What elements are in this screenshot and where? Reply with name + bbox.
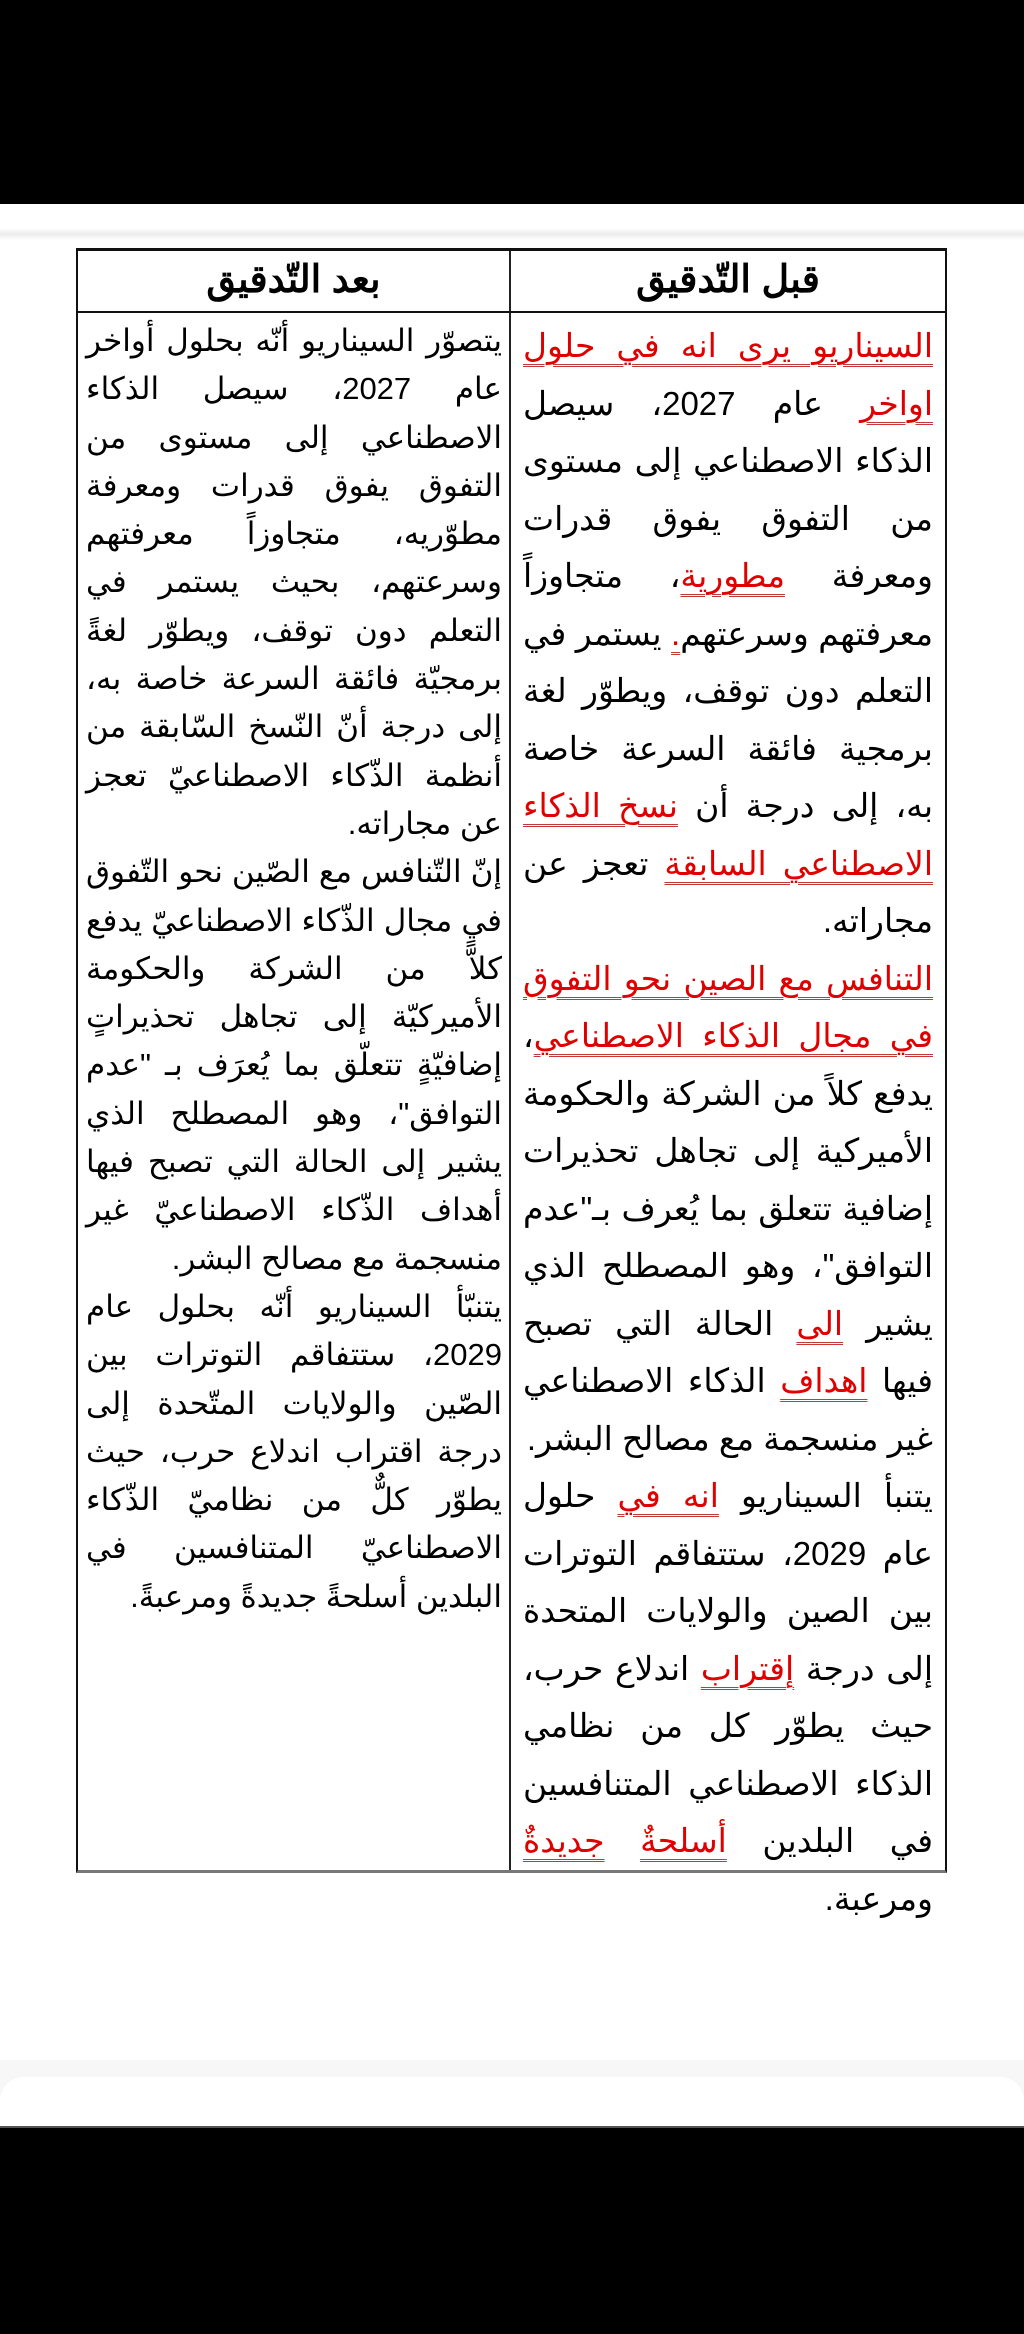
flagged-text: إقتراب	[700, 1649, 795, 1687]
body-text: عام 2027، سيصل الذكاء الاصطناعي إلى مستوى من التفوق يفوق قدرات ومعرفة	[523, 384, 933, 594]
flagged-text: السيناريو يرى انه في حلول اواخر	[523, 327, 934, 422]
body-text	[605, 1822, 641, 1859]
body-text: يستمر في التعلم دون توقف، ويطوّر لغة برمجية فائقة السرعة خاصة به، إلى درجة أن	[523, 614, 934, 824]
bottom-black-bar	[0, 2126, 1024, 2334]
after-paragraph: إنّ التّنافس مع الصّين نحو التّفوق في مجال الذّكاء الاصطناعيّ يدفع كلاًّ من الشركة والحكومة الأميركيّة إلى تجاهل تحذيراتٍ إضافيّةٍ تتعلّق بما يُعرَف بـ "عدم التوافق"، وهو المصطلح الذي يشير إلى الحالة التي تصبح فيها أهداف الذّكاء الاصطناعيّ غير منسجمة مع مصالح البشر.	[86, 854, 502, 1276]
flagged-text: أسلحةٌ	[640, 1822, 727, 1859]
body-text: تعجز عن مجاراته.	[523, 844, 933, 939]
before-review-column	[523, 317, 933, 1927]
column-divider	[509, 251, 511, 1870]
table-header-row	[78, 251, 945, 313]
before-paragraph	[523, 950, 933, 1468]
flagged-text: التنافس مع الصين نحو التفوق في مجال الذكاء الاصطناعي	[523, 959, 933, 1054]
after-paragraph: يتصوّر السيناريو أنّه بحلول أواخر عام 2027، سيصل الذكاء الاصطناعي إلى مستوى من التفوق يفوق قدرات ومعرفة مطوّريه، متجاوزاً معرفتهم وسرعتهم، بحيث يستمر في التعلم دون توقف، ويطوّر لغةً برمجيّة فائقة السرعة خاصة به، إلى درجة أنّ النّسخ السّابقة من أنظمة الذّكاء الاصطناعيّ تعجز عن مجاراته.	[86, 323, 503, 841]
flagged-text: جديدةٌ	[523, 1822, 605, 1859]
flagged-text: انه في	[617, 1477, 719, 1514]
body-text: الحالة التي تصبح فيها	[523, 1304, 934, 1399]
before-paragraph	[523, 317, 933, 950]
body-text: حلول عام 2029، ستتفاقم التوترات بين الصين والولايات المتحدة إلى درجة	[523, 1477, 933, 1687]
flagged-text: .	[671, 614, 681, 652]
body-text: ومرعبة.	[824, 1879, 933, 1917]
body-text: اندلاع حرب، حيث يطوّر كل من نظامي الذكاء الاصطناعي المتنافسين في البلدين	[523, 1649, 934, 1859]
flagged-text: اهداف	[780, 1362, 868, 1399]
flagged-text: نسخ الذكاء الاصطناعي السابقة	[523, 787, 933, 882]
body-text: ، متجاوزاً معرفتهم وسرعتهم	[523, 557, 933, 652]
body-text: الذكاء الاصطناعي غير منسجمة مع مصالح البشر.	[523, 1362, 933, 1457]
after-paragraph: يتنبّأ السيناريو أنّه بحلول عام 2029، ستتفاقم التوترات بين الصّين والولايات المتّحدة إلى درجة اقتراب اندلاع حرب، حيث يطوّر كلٌّ من نظاميّ الذّكاء الاصطناعيّ المتنافسين في البلدين أسلحةً جديدةً ومرعبةً.	[86, 1288, 502, 1614]
header-after-review: بعد التّدقيق	[206, 259, 381, 301]
after-review-column	[86, 317, 502, 1621]
comparison-table	[76, 248, 947, 1917]
before-paragraph	[523, 1467, 933, 1927]
flagged-text: الى	[796, 1304, 844, 1342]
body-text: يتنبأ السيناريو	[718, 1477, 933, 1514]
header-before-review: قبل التّدقيق	[636, 259, 820, 301]
top-shadow	[0, 204, 1024, 240]
top-black-bar	[0, 0, 1024, 204]
body-text: ، يدفع كلاً من الشركة والحكومة الأميركية إلى تجاهل تحذيرات إضافية تتعلق بما يُعرف بـ"عدم التوافق"، وهو المصطلح الذي يشير	[523, 1017, 933, 1342]
flagged-text: مطورية	[680, 557, 786, 594]
